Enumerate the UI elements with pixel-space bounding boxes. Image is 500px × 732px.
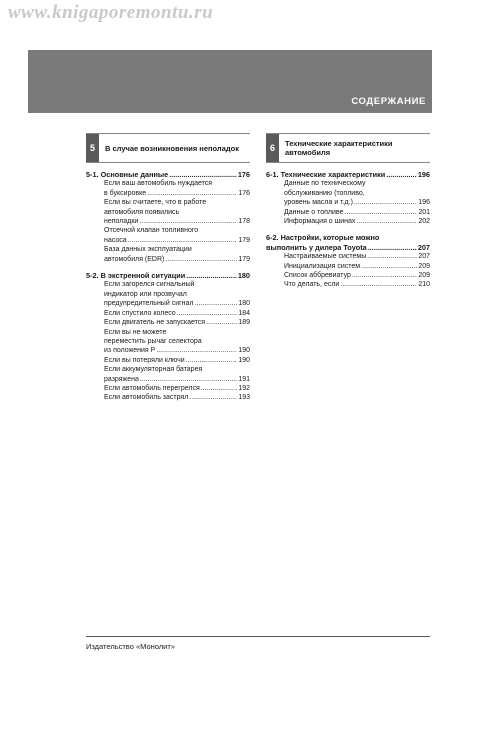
chapter-6-column	[266, 133, 430, 290]
section-heading-text: выполнить у дилера Toyota	[266, 242, 367, 252]
entry-line	[284, 262, 430, 271]
toc-entry[interactable]	[266, 179, 430, 207]
toc-entry[interactable]	[86, 198, 250, 226]
entry-text: из положения P	[104, 347, 156, 355]
dot-leader	[361, 262, 417, 271]
entry-text: предупредительный сигнал	[104, 300, 194, 308]
entry-line	[284, 198, 430, 207]
entry-text: переместить рычаг селектора	[104, 337, 202, 345]
dot-leader	[386, 170, 417, 179]
entry-text: Если двигатель не запускается	[104, 319, 206, 327]
section-heading-text: 6-2. Настройки, которые можно	[266, 233, 380, 243]
header-band	[28, 50, 432, 113]
page-number: 178	[238, 218, 250, 226]
toc-entry[interactable]	[86, 328, 250, 356]
section-heading[interactable]	[86, 170, 250, 179]
entry-text: Если загорелся сигнальный	[104, 281, 195, 289]
entry-text: Данные о топливе	[284, 208, 344, 216]
entry-text: Если спустило колесо	[104, 309, 176, 317]
toc-entry[interactable]	[86, 179, 250, 198]
toc-entry[interactable]	[86, 365, 250, 384]
entry-line	[104, 198, 250, 207]
entry-text: Если вы считаете, что в работе	[104, 199, 207, 207]
entry-text: в буксировке	[104, 189, 147, 197]
dot-leader	[195, 299, 238, 308]
entry-text: Если автомобиль перегрелся	[104, 384, 200, 392]
page-number: 201	[418, 208, 430, 216]
page-number: 193	[238, 394, 250, 402]
entry-line	[104, 318, 250, 327]
dot-leader	[156, 346, 237, 355]
dot-leader	[189, 393, 237, 402]
page-number: 184	[238, 309, 250, 317]
watermark-text: www.knigaporemontu.ru	[8, 2, 214, 23]
dot-leader	[128, 236, 238, 245]
page-number: 180	[238, 300, 250, 308]
entry-line	[284, 280, 430, 289]
toc-entry[interactable]	[86, 245, 250, 264]
page-number: 179	[238, 255, 250, 263]
entry-line	[104, 393, 250, 402]
entry-line	[104, 189, 250, 198]
page-number: 192	[238, 384, 250, 392]
section-heading-line	[266, 233, 430, 242]
entry-line	[284, 271, 430, 280]
chapter-title: Технические характеристики автомобиля	[285, 139, 393, 157]
toc-entry[interactable]	[86, 393, 250, 402]
page-number: 209	[418, 272, 430, 280]
section-heading-line[interactable]	[266, 243, 430, 252]
page-number: 179	[238, 236, 250, 244]
entry-text: Отсечной клапан топливного	[104, 227, 199, 235]
entry-text: Если ваш автомобиль нуждается	[104, 180, 213, 188]
dot-leader	[206, 318, 237, 327]
page-number: 202	[418, 218, 430, 226]
entry-text: Если вы не можете	[104, 328, 167, 336]
entry-text: Инициализация систем	[284, 262, 361, 270]
toc-entry[interactable]	[86, 309, 250, 318]
entry-text: неполадки	[104, 218, 139, 226]
dot-leader	[186, 356, 238, 365]
entry-text: разряжена	[104, 375, 139, 383]
section-heading-text: 6-1. Технические характеристики	[266, 170, 386, 179]
page-number: 176	[238, 189, 250, 197]
toc-entry[interactable]	[86, 280, 250, 308]
dot-leader	[177, 309, 238, 318]
entry-line	[104, 280, 250, 289]
entry-line	[104, 290, 250, 299]
page-title: СОДЕРЖАНИЕ	[351, 96, 426, 107]
page-number: 210	[418, 281, 430, 289]
entry-line	[104, 236, 250, 245]
chapter-header	[86, 133, 250, 163]
toc-entry[interactable]	[86, 384, 250, 393]
entry-line	[284, 179, 430, 188]
entry-text: Если вы потеряли ключи	[104, 356, 185, 364]
entry-line	[284, 217, 430, 226]
chapter-header	[266, 133, 430, 163]
toc-entry[interactable]	[266, 280, 430, 289]
entry-text: Если аккумуляторная батарея	[104, 366, 203, 374]
toc-section	[266, 170, 430, 226]
entry-text: Если автомобиль застрял	[104, 394, 189, 402]
dot-leader	[354, 198, 417, 207]
dot-leader	[367, 252, 417, 261]
toc-entry[interactable]	[266, 208, 430, 217]
dot-leader	[169, 170, 237, 179]
entry-text: Что делать, если	[284, 281, 340, 289]
entry-text: автомобиля появились	[104, 208, 180, 216]
toc-section	[266, 233, 430, 289]
dot-leader	[344, 208, 417, 217]
toc-entry[interactable]	[266, 252, 430, 261]
entry-line	[104, 179, 250, 188]
toc-entry[interactable]	[266, 262, 430, 271]
entry-text: индикатор или прозвучал	[104, 290, 187, 298]
toc-entry[interactable]	[266, 271, 430, 280]
toc-entry[interactable]	[266, 217, 430, 226]
section-heading[interactable]	[86, 271, 250, 280]
entry-line	[104, 208, 250, 217]
entry-text: обслуживанию (топливо,	[284, 189, 365, 197]
entry-text: Данные по техническому	[284, 180, 366, 188]
section-heading-text: 5-2. В экстренной ситуации	[86, 271, 186, 281]
page-number: 190	[238, 347, 250, 355]
entry-line	[104, 226, 250, 235]
entry-line	[104, 365, 250, 374]
entry-text: Информация о шинах	[284, 218, 356, 226]
entry-text: База данных эксплуатации	[104, 246, 192, 254]
page-number: 180	[237, 271, 250, 281]
dot-leader	[186, 271, 237, 280]
toc-entry[interactable]	[86, 318, 250, 327]
dot-leader	[368, 243, 417, 252]
page-number: 176	[237, 170, 250, 179]
entry-line	[104, 356, 250, 365]
page-number: 191	[238, 375, 250, 383]
entry-line	[284, 252, 430, 261]
entry-line	[104, 217, 250, 226]
section-heading[interactable]	[266, 170, 430, 179]
publisher-name: Издательство «Монолит»	[86, 642, 175, 651]
toc-section	[86, 271, 250, 403]
page-number: 190	[238, 356, 250, 364]
page-number: 209	[418, 262, 430, 270]
chapter-title: В случае возникновения неполадок	[105, 143, 239, 153]
entry-text: уровень масла и т.д.)	[284, 199, 353, 207]
entry-line	[104, 255, 250, 264]
dot-leader	[356, 217, 417, 226]
toc-section	[86, 170, 250, 264]
entry-line	[104, 245, 250, 254]
section-heading-text: 5-1. Основные данные	[86, 170, 169, 179]
dot-leader	[147, 189, 237, 198]
toc-entry[interactable]	[86, 356, 250, 365]
entry-line	[284, 208, 430, 217]
entry-line	[104, 337, 250, 346]
footer-divider	[86, 636, 430, 637]
dot-leader	[340, 280, 417, 289]
entry-line	[104, 375, 250, 384]
chapter-number: 5	[86, 134, 99, 162]
entry-line	[104, 309, 250, 318]
entry-text: Настраиваемые системы	[284, 253, 367, 261]
entry-line	[104, 346, 250, 355]
dot-leader	[352, 271, 417, 280]
dot-leader	[139, 217, 237, 226]
entry-line	[104, 328, 250, 337]
entry-text: Список аббревиатур	[284, 272, 351, 280]
page-number: 189	[238, 319, 250, 327]
entry-text: автомобиля (EDR)	[104, 255, 165, 263]
dot-leader	[165, 255, 237, 264]
entry-line	[104, 299, 250, 308]
dot-leader	[140, 375, 237, 384]
page-number: 207	[418, 253, 430, 261]
dot-leader	[201, 384, 238, 393]
page-number: 207	[417, 242, 430, 252]
entry-text: насоса	[104, 236, 127, 244]
chapter-5-column	[86, 133, 250, 403]
toc-entry[interactable]	[86, 226, 250, 245]
chapter-number: 6	[266, 134, 279, 162]
page-number: 196	[417, 170, 430, 179]
entry-line	[104, 384, 250, 393]
entry-line	[284, 189, 430, 198]
page-number: 196	[418, 199, 430, 207]
